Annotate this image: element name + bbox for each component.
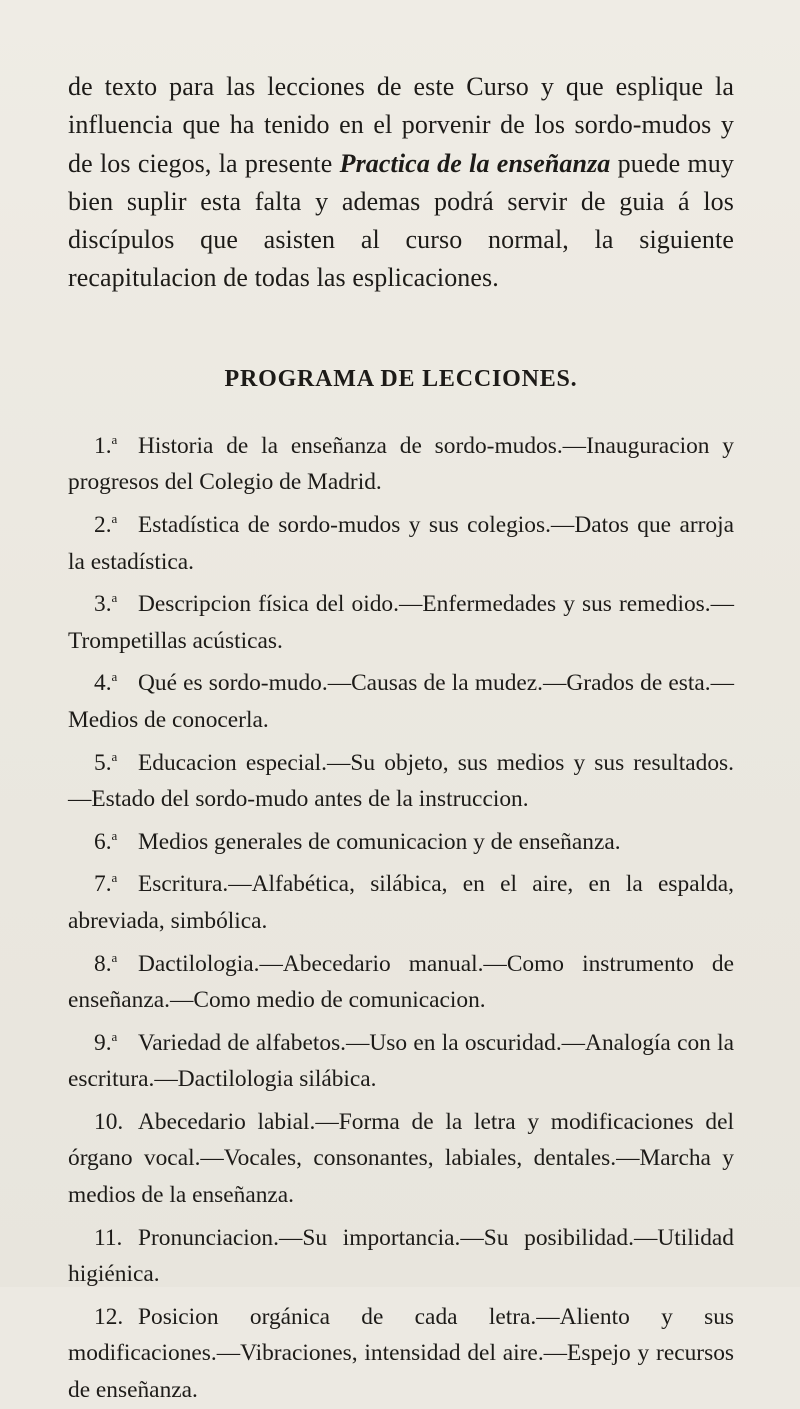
lesson-item bbox=[68, 1214, 734, 1293]
lesson-number: 10. bbox=[94, 1108, 124, 1135]
intro-emphasis-title: Practica de la enseñanza bbox=[339, 148, 611, 178]
lesson-item bbox=[68, 422, 734, 501]
lesson-text: Pronunciacion.—Su importancia.—Su posibilidad.—Utilidad higiénica. bbox=[68, 1224, 734, 1288]
lesson-number: 9.$^a$ bbox=[94, 1028, 118, 1056]
lesson-item bbox=[68, 1019, 734, 1098]
lesson-text: Estadística de sordo-mudos y sus colegios.—Datos que arroja la estadística. bbox=[68, 511, 734, 575]
intro-paragraph bbox=[68, 68, 734, 298]
lesson-text: Medios generales de comunicacion y de enseñanza. bbox=[138, 828, 621, 855]
lesson-number: 1.$^a$ bbox=[94, 431, 118, 459]
lesson-text: Dactilologia.—Abecedario manual.—Como instrumento de enseñanza.—Como medio de comunicacion. bbox=[68, 950, 734, 1014]
lesson-number: 8.$^a$ bbox=[94, 949, 118, 977]
lesson-number: 5.$^a$ bbox=[94, 748, 118, 776]
lesson-item bbox=[68, 501, 734, 580]
lesson-number: 11. bbox=[94, 1224, 123, 1251]
lesson-text: Escritura.—Alfabética, silábica, en el aire, en la espalda, abreviada, simbólica. bbox=[68, 871, 734, 934]
lesson-text: Qué es sordo-mudo.—Causas de la mudez.—Grados de esta.—Medios de conocerla. bbox=[68, 670, 734, 733]
lesson-text: Descripcion física del oido.—Enfermedades y sus remedios.—Trompetillas acústicas. bbox=[68, 591, 734, 654]
lesson-text: Posicion orgánica de cada letra.—Aliento y sus modificaciones.—Vibraciones, intensidad del aire.—Espejo y recursos de enseñanza. bbox=[68, 1303, 734, 1404]
lesson-number: 7.$^a$ bbox=[94, 870, 118, 898]
intro-text-after: puede muy bien suplir esta falta y ademas podrá servir de guia á los discípulos que asisten al curso normal, la siguiente recapitulacion de todas las esplicaciones. bbox=[68, 148, 734, 293]
lesson-number: 2.$^a$ bbox=[94, 510, 118, 538]
lesson-item bbox=[68, 1098, 734, 1214]
lesson-number: 6.$^a$ bbox=[94, 827, 118, 855]
lesson-item bbox=[68, 739, 734, 818]
lesson-item bbox=[68, 659, 734, 738]
lesson-item bbox=[68, 860, 734, 939]
intro-text-before: de texto para las lecciones de este Curso y que esplique la influencia que ha tenido en el porvenir de los sordo-mudos y de los ciegos, la presente bbox=[68, 72, 734, 178]
lesson-number: 12. bbox=[94, 1303, 124, 1330]
section-heading: PROGRAMA DE LECCIONES. bbox=[224, 365, 578, 392]
lesson-text: Educacion especial.—Su objeto, sus medios y sus resultados.—Estado del sordo-mudo antes de la instruccion. bbox=[68, 749, 734, 813]
lesson-number: 4.$^a$ bbox=[94, 669, 118, 697]
lesson-text: Historia de la enseñanza de sordo-mudos.—Inauguracion y progresos del Colegio de Madrid. bbox=[68, 432, 734, 496]
lesson-item bbox=[68, 818, 734, 861]
lesson-item bbox=[68, 940, 734, 1019]
lesson-item bbox=[68, 580, 734, 659]
lesson-item bbox=[68, 1293, 734, 1409]
lesson-list bbox=[68, 422, 734, 1409]
lesson-text: Variedad de alfabetos.—Uso en la oscuridad.—Analogía con la escritura.—Dactilologia silábica. bbox=[68, 1029, 734, 1093]
lesson-number: 3.$^a$ bbox=[94, 590, 118, 618]
lesson-text: Abecedario labial.—Forma de la letra y modificaciones del órgano vocal.—Vocales, consonantes, labiales, dentales.—Marcha y medios de la enseñanza. bbox=[68, 1108, 734, 1209]
